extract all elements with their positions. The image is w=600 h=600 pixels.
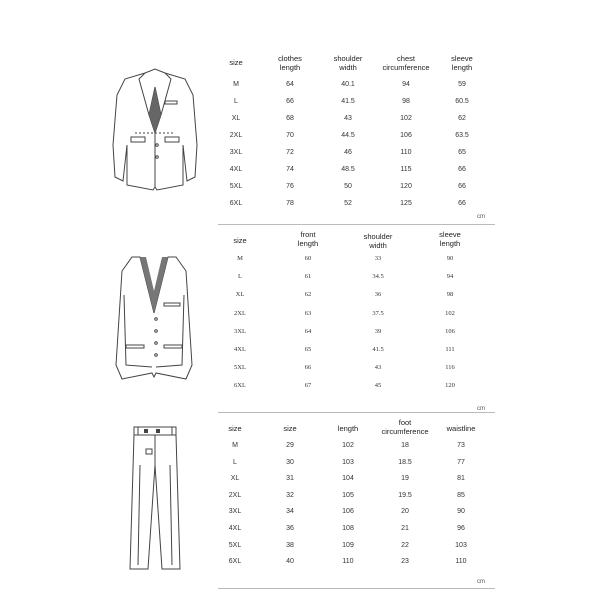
table-row xyxy=(215,310,495,320)
table-cell: 63.5 xyxy=(455,132,469,139)
header-cell: shoulder width xyxy=(363,232,393,250)
section-divider xyxy=(218,412,495,413)
table-cell: 94 xyxy=(402,81,410,88)
pants-illustration xyxy=(120,425,190,573)
table-cell: 3XL xyxy=(228,508,242,516)
table-cell: 48.5 xyxy=(341,166,355,173)
header-cell: sleeve length xyxy=(439,230,461,248)
table-row xyxy=(215,132,495,142)
table-cell: XL xyxy=(230,475,240,483)
table-cell: L xyxy=(234,98,238,105)
table-cell: 106 xyxy=(400,132,412,139)
table-row xyxy=(215,273,495,283)
header-cell: size xyxy=(229,58,243,67)
table-cell: 59 xyxy=(458,81,466,88)
table-row xyxy=(215,346,495,356)
table-cell: 44.5 xyxy=(341,132,355,139)
table-cell: 66 xyxy=(458,166,466,173)
table-cell: 98 xyxy=(402,98,410,105)
table-cell: 120 xyxy=(445,382,455,390)
table-cell: 4XL xyxy=(234,346,246,353)
table-cell: 5XL xyxy=(229,183,243,190)
header-cell: foot circumference xyxy=(381,418,429,436)
table-cell: 33 xyxy=(374,255,382,262)
table-cell: 106 xyxy=(445,327,455,335)
table-cell: 96 xyxy=(457,525,465,532)
table-cell: 61 xyxy=(304,273,312,281)
header-cell: front length xyxy=(297,230,319,248)
table-row xyxy=(215,364,495,374)
table-row xyxy=(215,200,495,210)
table-cell: L xyxy=(233,458,237,466)
table-cell: 73 xyxy=(457,442,465,449)
table-row xyxy=(215,382,495,392)
table-cell: 50 xyxy=(344,183,352,190)
table-cell: 39 xyxy=(374,327,382,335)
table-cell: 62 xyxy=(458,115,466,122)
table-row xyxy=(215,183,495,193)
table-cell: 4XL xyxy=(229,166,243,173)
header-cell: waistline xyxy=(446,424,476,433)
table-cell: 115 xyxy=(400,166,412,173)
table-cell: 23 xyxy=(401,558,409,566)
table-cell: M xyxy=(232,442,238,449)
table-cell: 64 xyxy=(304,327,312,335)
header-cell: size xyxy=(283,424,297,433)
table-cell: 32 xyxy=(286,491,294,499)
unit-label: cm xyxy=(477,214,485,220)
table-cell: M xyxy=(237,255,243,262)
table-cell: 40.1 xyxy=(341,81,355,88)
table-cell: 116 xyxy=(445,364,455,372)
table-cell: 66 xyxy=(458,183,466,190)
table-row xyxy=(215,459,495,469)
table-cell: 67 xyxy=(304,382,312,390)
table-row xyxy=(215,475,495,485)
header-cell: shoulder width xyxy=(333,54,363,72)
table-cell: 102 xyxy=(445,309,455,317)
table-cell: M xyxy=(233,81,239,88)
table-row xyxy=(215,442,495,452)
table-cell: 60 xyxy=(304,255,312,262)
jacket-illustration xyxy=(105,65,205,195)
table-cell: 125 xyxy=(400,200,412,207)
table-cell: 2XL xyxy=(234,309,246,317)
table-cell: XL xyxy=(231,115,241,122)
table-cell: 40 xyxy=(286,558,294,566)
table-header xyxy=(215,228,495,248)
table-cell: 31 xyxy=(286,475,294,483)
table-cell: 102 xyxy=(400,115,412,122)
table-cell: 70 xyxy=(286,132,294,139)
header-cell: size xyxy=(228,424,242,433)
table-row xyxy=(215,508,495,518)
table-cell: 60.5 xyxy=(455,98,469,105)
table-cell: 2XL xyxy=(229,132,243,139)
table-cell: 72 xyxy=(286,149,294,156)
table-row xyxy=(215,542,495,552)
pants-size-table xyxy=(215,417,495,592)
table-row xyxy=(215,255,495,265)
table-cell: 3XL xyxy=(234,327,246,335)
table-cell: 46 xyxy=(344,149,352,156)
table-cell: 103 xyxy=(455,541,467,549)
table-cell: 18.5 xyxy=(398,458,412,466)
table-cell: 66 xyxy=(304,364,312,372)
table-cell: 110 xyxy=(400,149,412,156)
table-cell: 111 xyxy=(445,346,455,353)
table-cell: 34 xyxy=(286,508,294,516)
table-cell: 74 xyxy=(286,166,294,173)
table-cell: 19.5 xyxy=(398,491,412,499)
vest-section xyxy=(0,225,600,415)
table-cell: 94 xyxy=(446,273,454,281)
table-cell: 52 xyxy=(344,200,352,207)
table-cell: 43 xyxy=(344,115,352,122)
table-row xyxy=(215,525,495,535)
table-cell: 21 xyxy=(401,525,409,532)
table-cell: 76 xyxy=(286,183,294,190)
table-cell: 45 xyxy=(374,382,382,390)
table-cell: 62 xyxy=(304,291,312,299)
table-cell: 106 xyxy=(342,508,354,516)
table-row xyxy=(215,166,495,176)
table-cell: 36 xyxy=(286,525,294,532)
table-cell: 81 xyxy=(457,475,465,483)
jacket-size-table xyxy=(215,52,495,222)
table-cell: 90 xyxy=(457,508,465,516)
table-cell: 43 xyxy=(374,364,382,372)
table-cell: 65 xyxy=(304,346,312,353)
table-cell: 98 xyxy=(446,291,454,299)
vest-size-table xyxy=(215,228,495,413)
table-header xyxy=(215,417,495,437)
table-cell: 34.5 xyxy=(372,273,384,281)
table-cell: 85 xyxy=(457,491,465,499)
header-cell: sleeve length xyxy=(451,54,473,72)
table-row xyxy=(215,558,495,568)
table-cell: 20 xyxy=(401,508,409,516)
table-header xyxy=(215,52,495,72)
table-cell: 41.5 xyxy=(341,98,355,105)
table-cell: 18 xyxy=(401,442,409,449)
table-row xyxy=(215,291,495,301)
table-cell: 6XL xyxy=(229,200,243,207)
table-cell: 36 xyxy=(374,291,382,299)
table-row xyxy=(215,328,495,338)
table-cell: 22 xyxy=(401,541,409,549)
header-cell: size xyxy=(233,236,247,245)
vest-illustration xyxy=(112,255,197,385)
table-cell: 41.5 xyxy=(372,346,384,353)
table-cell: 2XL xyxy=(228,491,242,499)
table-cell: 63 xyxy=(304,309,312,317)
table-cell: 68 xyxy=(286,115,294,122)
table-cell: 108 xyxy=(342,525,354,532)
table-cell: 105 xyxy=(342,491,354,499)
table-row xyxy=(215,492,495,502)
table-cell: 77 xyxy=(457,458,465,466)
table-cell: 6XL xyxy=(228,558,242,566)
table-cell: 66 xyxy=(286,98,294,105)
section-divider xyxy=(218,588,495,589)
table-row xyxy=(215,115,495,125)
unit-label: cm xyxy=(477,579,485,585)
pants-section xyxy=(0,415,600,600)
table-cell: 110 xyxy=(342,558,354,566)
table-cell: 109 xyxy=(342,541,354,549)
table-cell: 110 xyxy=(455,558,467,566)
header-cell: chest circumference xyxy=(382,54,430,72)
table-cell: 66 xyxy=(458,200,466,207)
table-cell: 3XL xyxy=(229,149,243,156)
table-row xyxy=(215,149,495,159)
table-cell: 90 xyxy=(446,255,454,262)
table-row xyxy=(215,98,495,108)
unit-label: cm xyxy=(477,406,485,412)
table-cell: 5XL xyxy=(234,364,246,372)
header-cell: length xyxy=(337,424,359,433)
table-cell: 4XL xyxy=(228,525,242,532)
table-cell: XL xyxy=(235,291,245,299)
table-cell: 29 xyxy=(286,442,294,449)
table-cell: 38 xyxy=(286,541,294,549)
table-cell: 103 xyxy=(342,458,354,466)
table-row xyxy=(215,81,495,91)
table-cell: 5XL xyxy=(228,541,242,549)
table-cell: 64 xyxy=(286,81,294,88)
table-cell: 104 xyxy=(342,475,354,483)
table-cell: 102 xyxy=(342,442,354,449)
table-cell: 30 xyxy=(286,458,294,466)
table-cell: L xyxy=(238,273,242,281)
table-cell: 6XL xyxy=(234,382,246,390)
table-cell: 19 xyxy=(401,475,409,483)
table-cell: 78 xyxy=(286,200,294,207)
table-cell: 37.5 xyxy=(372,309,384,317)
table-cell: 120 xyxy=(400,183,412,190)
jacket-section xyxy=(0,0,600,225)
table-cell: 65 xyxy=(458,149,466,156)
header-cell: clothes length xyxy=(278,54,302,72)
